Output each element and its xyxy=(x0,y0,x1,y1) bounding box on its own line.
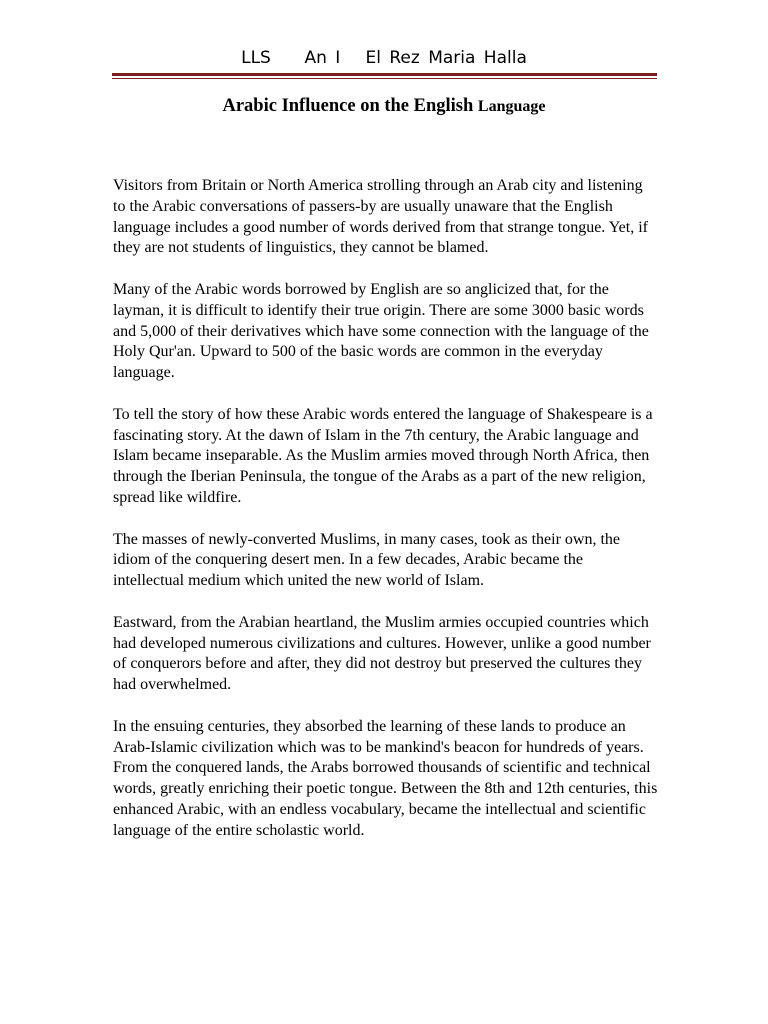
paragraph-4: The masses of newly-converted Muslims, in many cases, took as their own, the idiom of the conquering desert men. In a few decades, Arabic became the intellectual medium which united the new world of Islam. xyxy=(113,530,620,590)
paragraph-1: Visitors from Britain or North America strolling through an Arab city and listening to the Arabic conversations of passers-by are usually unaware that the English language includes a good number of words derived from that strange tongue. Yet, if they are not students of linguistics, they cannot be blamed. xyxy=(113,177,648,257)
paragraph-5: Eastward, from the Arabian heartland, the Muslim armies occupied countries which had developed numerous civilizations and cultures. However, unlike a good number of conquerors before and after, they did not destroy but preserved the cultures they had overwhelmed. xyxy=(113,613,651,694)
paragraph-3: To tell the story of how these Arabic words entered the language of Shakespeare is a fascinating story. At the dawn of Islam in the 7th century, the Arabic language and Islam became inseparable. As the Muslim armies moved through North Africa, then through the Iberian Peninsula, the tongue of the Arabs as a part of the new religion, spread like wildfire. xyxy=(113,405,653,506)
title-main: Arabic Influence on the English xyxy=(222,96,478,116)
paragraph-6: In the ensuing centuries, they absorbed the learning of these lands to produce an Arab-Islamic civilization which was to be mankind's beacon for hundreds of years. From the conquered lands, the Arabs borrowed thousands of scientific and technical words, greatly enriching their poetic tongue. Between the 8th and 12th centuries, this enhanced Arabic, with an endless vocabulary, became the intellectual and scientific language of the entire scholastic world. xyxy=(113,717,658,839)
document-body xyxy=(113,176,658,862)
paragraph-2: Many of the Arabic words borrowed by English are so anglicized that, for the layman, it is difficult to identify their true origin. There are some 3000 basic words and 5,000 of their derivatives which have some connection with the language of the Holy Qur'an. Upward to 500 of the basic words are common in the everyday language. xyxy=(113,280,649,382)
document-title xyxy=(0,96,768,117)
page-header: LLS An I El Rez Maria Halla xyxy=(241,48,527,68)
header-rule-thick xyxy=(112,73,657,76)
header-rule-thin xyxy=(112,78,657,79)
title-tail: Language xyxy=(477,98,546,115)
